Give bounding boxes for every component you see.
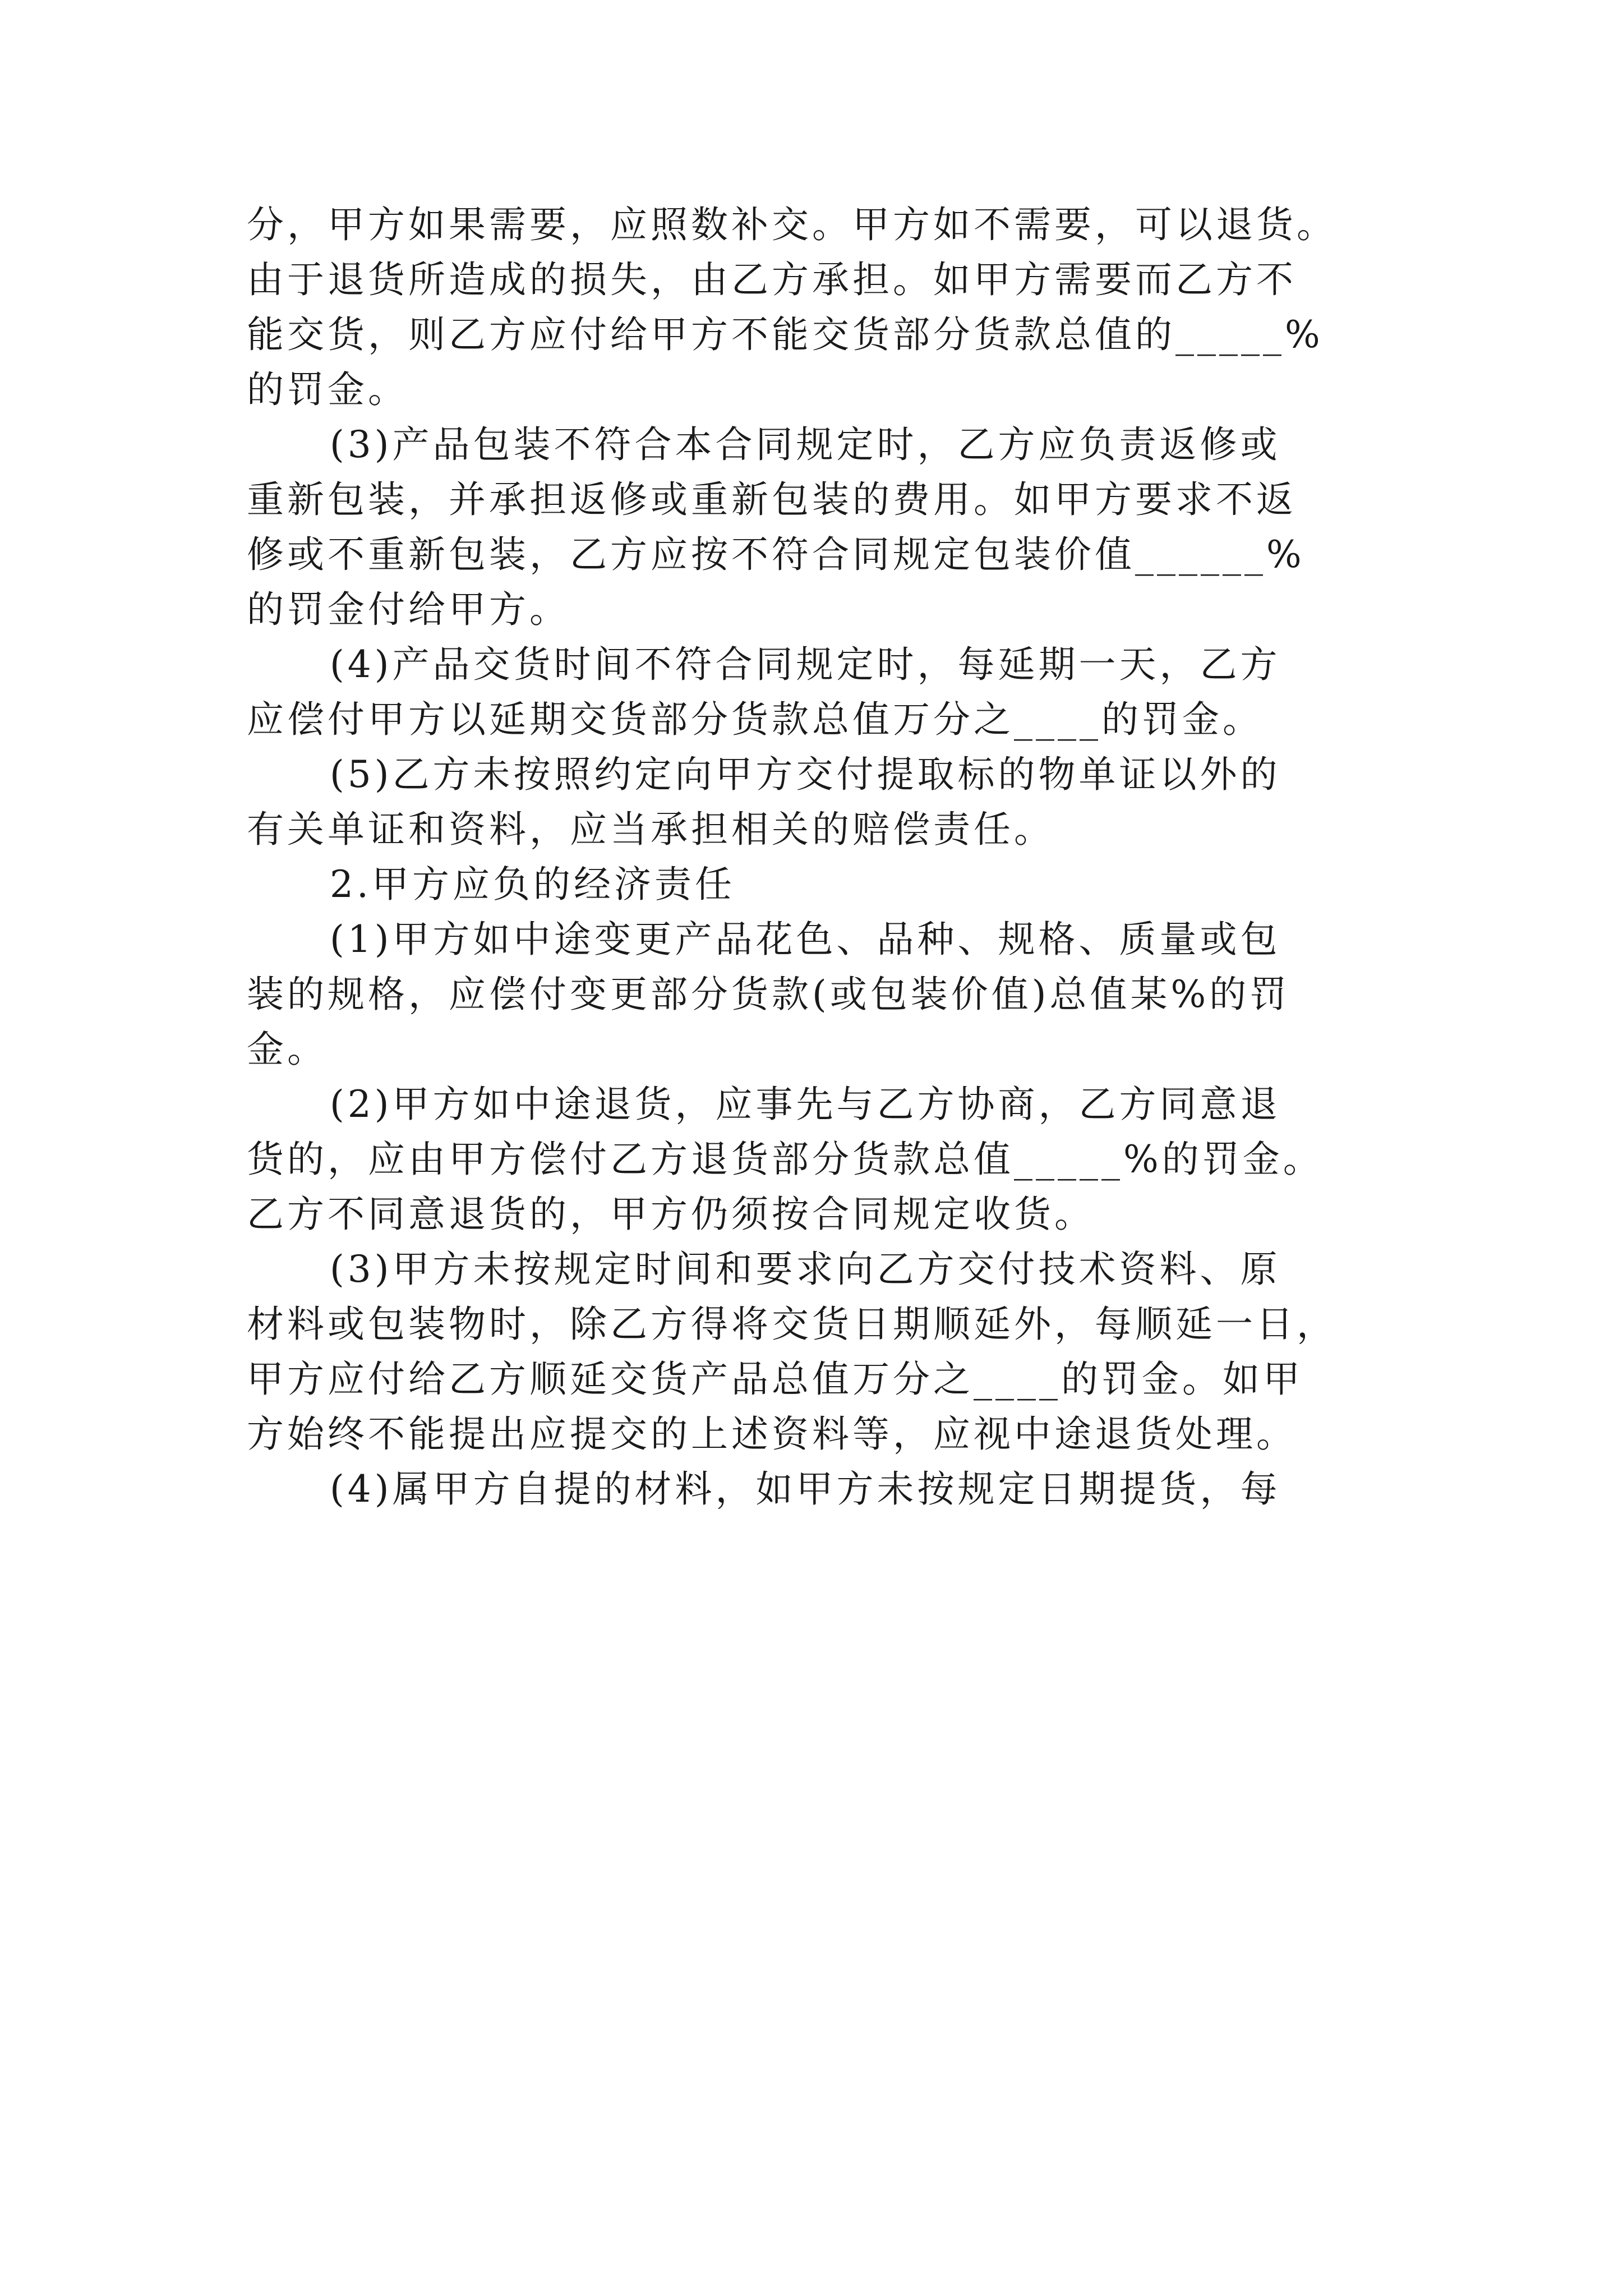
text-line: 方始终不能提出应提交的上述资料等，应视中途退货处理。 xyxy=(247,1412,1297,1456)
text-line: 修或不重新包装，乙方应按不符合同规定包装价值______% xyxy=(247,533,1305,576)
text-line: 应偿付甲方以延期交货部分货款总值万分之____的罚金。 xyxy=(247,698,1263,741)
text-line: 有关单证和资料，应当承担相关的赔偿责任。 xyxy=(247,808,1054,851)
text-line: (5)乙方未按照约定向甲方交付提取标的物单证以外的 xyxy=(330,753,1281,796)
text-line: 货的，应由甲方偿付乙方退货部分货款总值_____%的罚金。 xyxy=(247,1138,1324,1181)
text-line: 材料或包装物时，除乙方得将交货日期顺延外，每顺延一日， xyxy=(247,1303,1337,1346)
text-line: (1)甲方如中途变更产品花色、品种、规格、质量或包 xyxy=(330,918,1281,961)
text-line: 乙方不同意退货的，甲方仍须按合同规定收货。 xyxy=(247,1193,1095,1236)
text-line: 重新包装，并承担返修或重新包装的费用。如甲方要求不返 xyxy=(247,478,1297,521)
text-line: 的罚金。 xyxy=(247,368,408,411)
body-text xyxy=(247,197,1396,1517)
text-line: (3)甲方未按规定时间和要求向乙方交付技术资料、原 xyxy=(330,1248,1281,1291)
text-line: 装的规格，应偿付变更部分货款(或包装价值)总值某%的罚 xyxy=(247,973,1290,1016)
text-line: 2.甲方应负的经济责任 xyxy=(330,863,735,906)
text-line: (2)甲方如中途退货，应事先与乙方协商，乙方同意退 xyxy=(330,1083,1281,1126)
text-line: (4)属甲方自提的材料，如甲方未按规定日期提货，每 xyxy=(330,1467,1281,1511)
text-line: 能交货，则乙方应付给甲方不能交货部分货款总值的_____% xyxy=(247,313,1324,356)
text-line: 由于退货所造成的损失，由乙方承担。如甲方需要而乙方不 xyxy=(247,258,1297,301)
text-line: (3)产品包装不符合本合同规定时，乙方应负责返修或 xyxy=(330,423,1281,466)
text-line: 的罚金付给甲方。 xyxy=(247,588,570,631)
text-line: 金。 xyxy=(247,1028,328,1071)
text-line: 分，甲方如果需要，应照数补交。甲方如不需要，可以退货。 xyxy=(247,203,1337,246)
text-line: (4)产品交货时间不符合同规定时，每延期一天，乙方 xyxy=(330,643,1281,686)
text-line: 甲方应付给乙方顺延交货产品总值万分之____的罚金。如甲 xyxy=(247,1358,1303,1401)
